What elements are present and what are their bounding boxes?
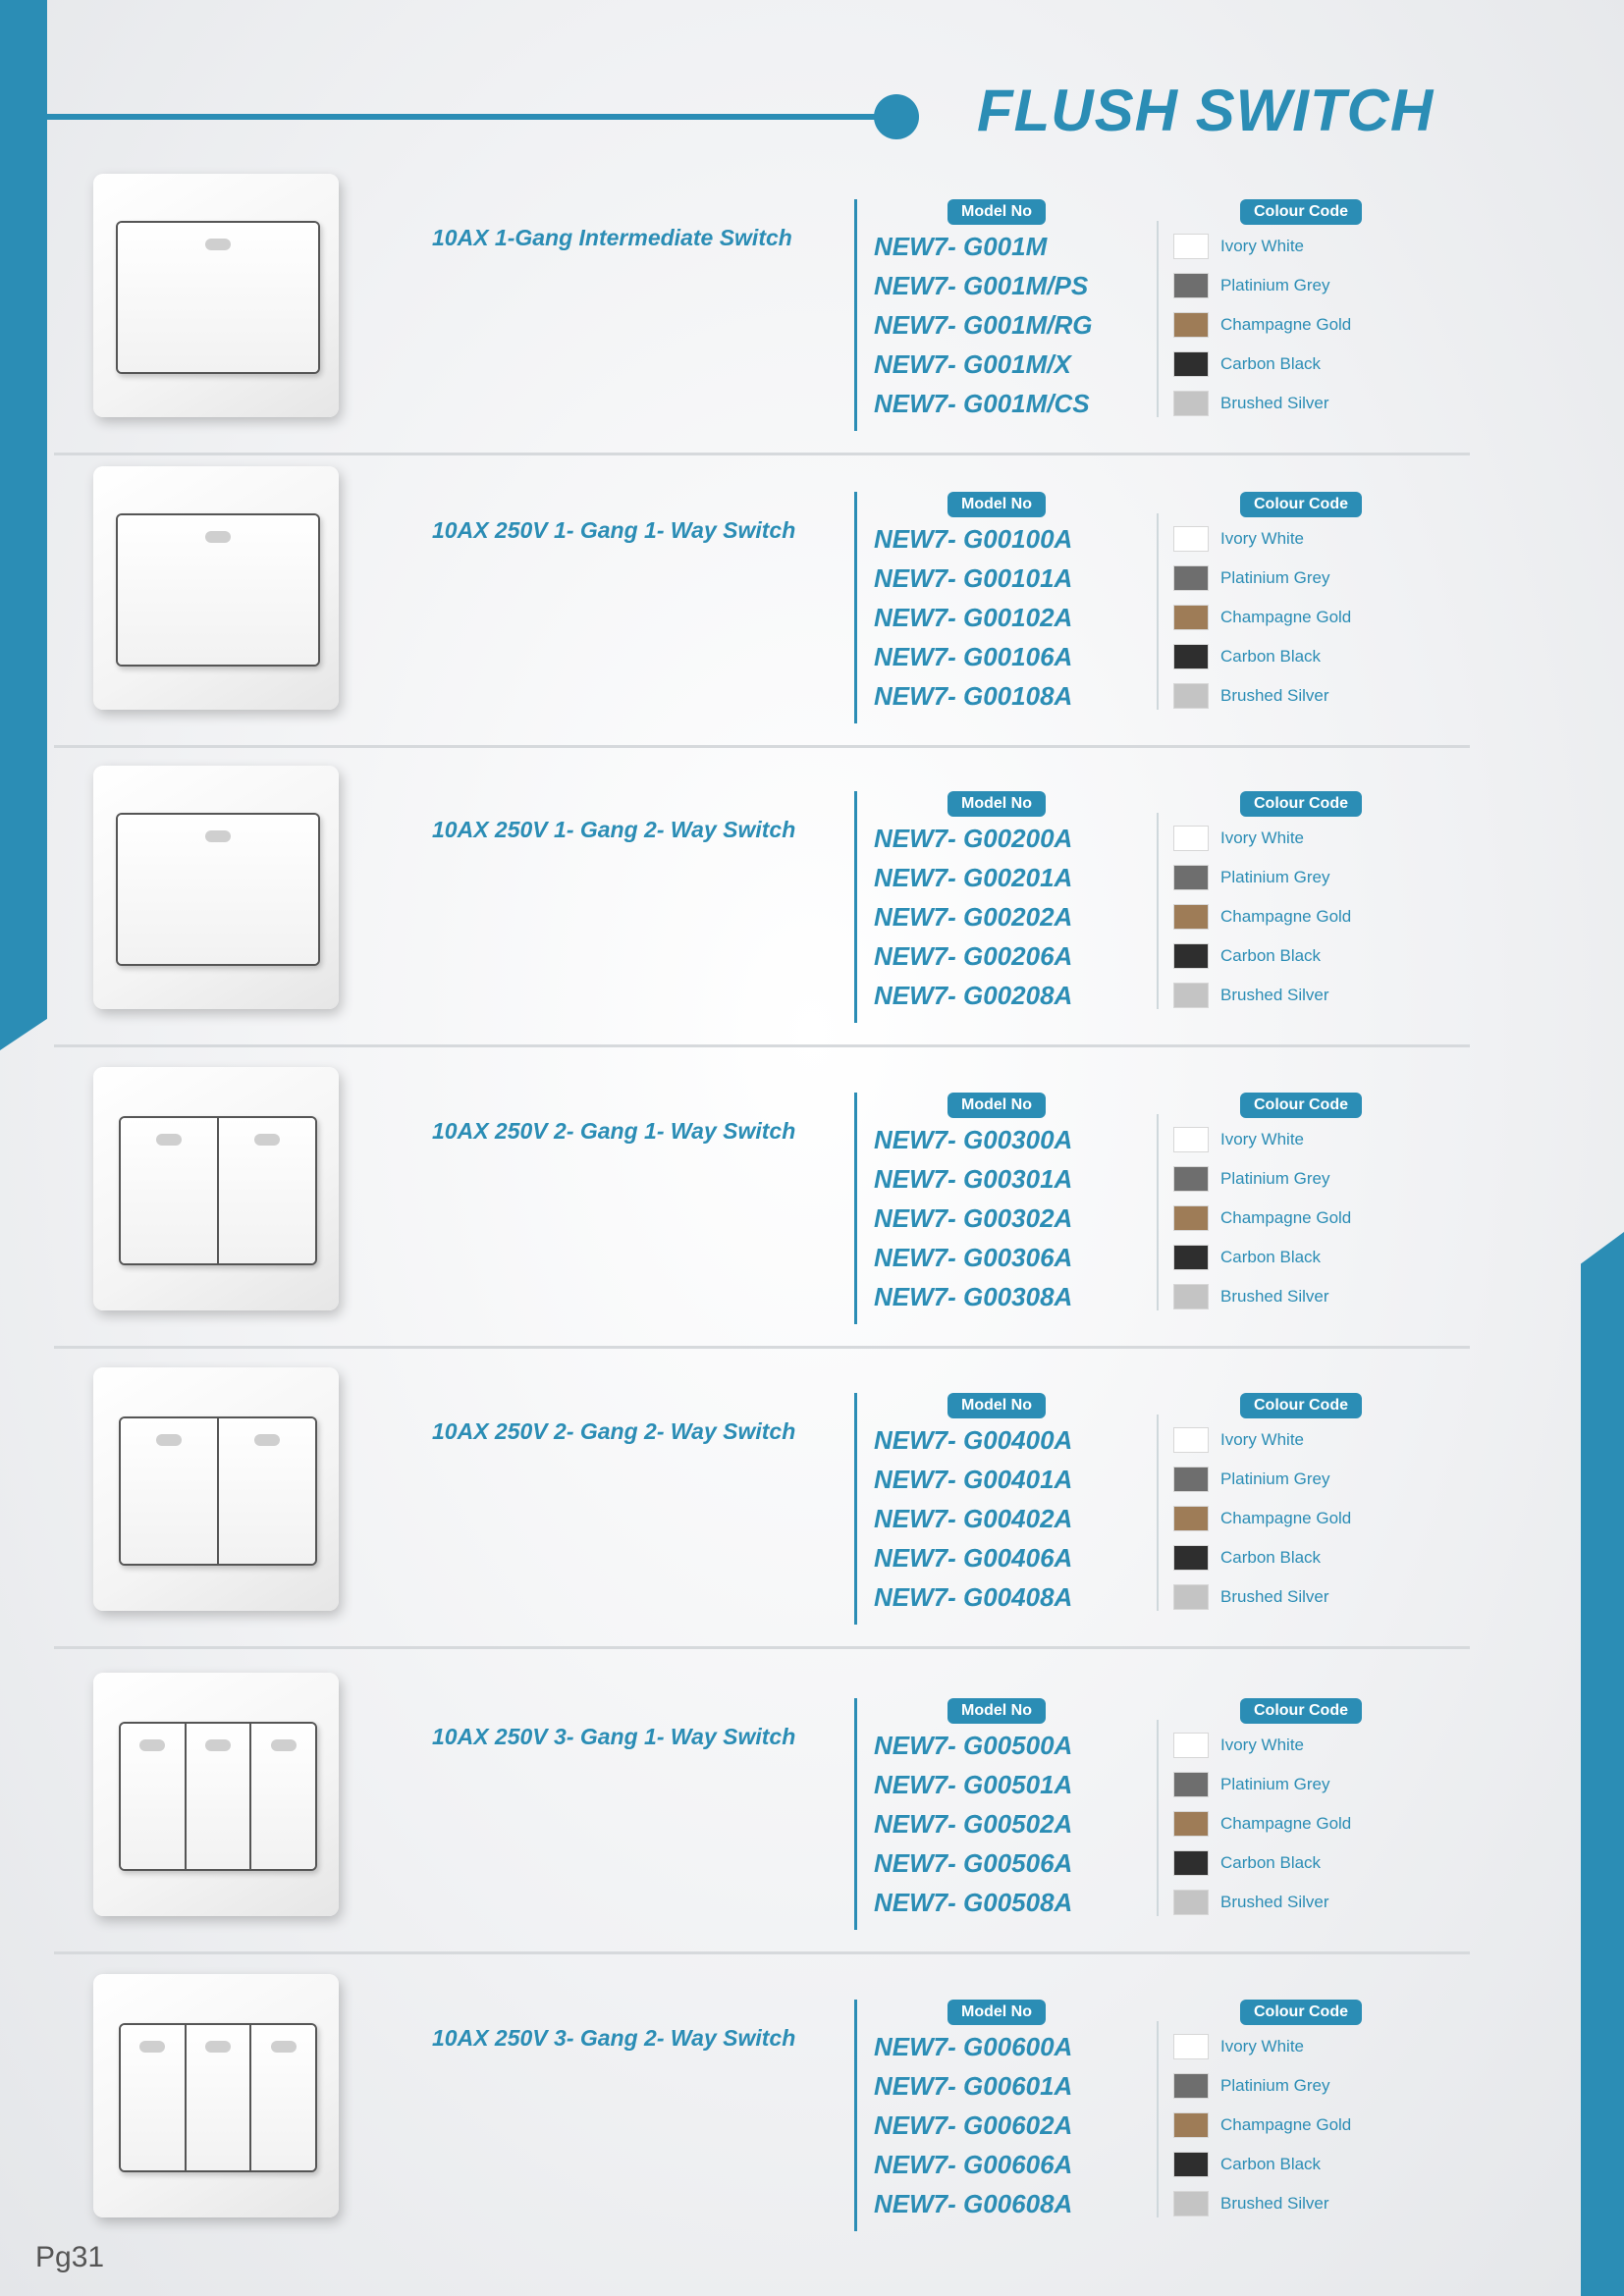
row-separator [54, 1951, 1470, 1954]
rocker-key [118, 815, 318, 964]
colour-label: Platinium Grey [1220, 868, 1330, 886]
colour-label: Carbon Black [1220, 1853, 1322, 1872]
column-divider [854, 1393, 857, 1625]
column-divider [854, 2000, 857, 2231]
column-divider [854, 791, 857, 1023]
model-number: NEW7- G00608A [874, 2189, 1073, 2218]
switch-image [93, 1067, 339, 1310]
colour-list [1173, 227, 1351, 423]
product-name: 10AX 250V 3- Gang 1- Way Switch [432, 1724, 796, 1749]
colour-item [1173, 384, 1351, 423]
colour-item [1173, 1277, 1351, 1316]
colour-code-badge: Colour Code [1240, 199, 1362, 225]
colour-swatch [1173, 1811, 1209, 1837]
model-list [874, 1726, 1072, 1922]
model-number: NEW7- G001M/CS [874, 389, 1090, 418]
model-no-badge: Model No [947, 1698, 1046, 1724]
colour-swatch [1173, 1127, 1209, 1152]
column-divider-thin [1157, 1720, 1159, 1916]
product-name: 10AX 250V 1- Gang 1- Way Switch [432, 517, 796, 543]
switch-image [93, 766, 339, 1009]
model-number: NEW7- G00406A [874, 1543, 1073, 1573]
colour-swatch [1173, 2034, 1209, 2059]
colour-label: Champagne Gold [1220, 1208, 1352, 1227]
indicator-light-icon [205, 531, 231, 543]
indicator-light-icon [205, 830, 231, 842]
colour-label: Brushed Silver [1220, 394, 1329, 412]
column-divider-thin [1157, 221, 1159, 417]
model-number: NEW7- G00408A [874, 1582, 1073, 1612]
model-list [874, 519, 1072, 716]
product-name: 10AX 1-Gang Intermediate Switch [432, 225, 792, 250]
colour-label: Brushed Silver [1220, 1287, 1329, 1306]
rocker-key [118, 515, 318, 665]
model-number: NEW7- G00106A [874, 642, 1073, 671]
colour-label: Ivory White [1220, 1130, 1305, 1148]
colour-label: Ivory White [1220, 1735, 1305, 1754]
product-row [0, 454, 1624, 749]
colour-label: Platinium Grey [1220, 1169, 1330, 1188]
colour-swatch [1173, 2152, 1209, 2177]
colour-label: Carbon Black [1220, 1248, 1322, 1266]
colour-swatch [1173, 943, 1209, 969]
rocker-frame [119, 1722, 317, 1871]
colour-swatch [1173, 2112, 1209, 2138]
product-name: 10AX 250V 3- Gang 2- Way Switch [432, 2025, 796, 2051]
model-number: NEW7- G00208A [874, 981, 1073, 1010]
model-no-badge: Model No [947, 1393, 1046, 1418]
product-row [0, 1962, 1624, 2257]
colour-label: Brushed Silver [1220, 1587, 1329, 1606]
model-number: NEW7- G00302A [874, 1203, 1073, 1233]
model-no-badge: Model No [947, 492, 1046, 517]
colour-item [1173, 976, 1351, 1015]
colour-item [1173, 598, 1351, 637]
colour-item [1173, 1577, 1351, 1617]
colour-swatch [1173, 1506, 1209, 1531]
model-no-badge: Model No [947, 2000, 1046, 2025]
colour-item [1173, 1726, 1351, 1765]
colour-label: Champagne Gold [1220, 608, 1352, 626]
colour-swatch [1173, 1166, 1209, 1192]
model-number: NEW7- G00201A [874, 863, 1073, 892]
model-number: NEW7- G00402A [874, 1504, 1073, 1533]
colour-list [1173, 1420, 1351, 1617]
indicator-light-icon [156, 1134, 182, 1146]
page-number: Pg31 [35, 2241, 105, 2273]
model-no-badge: Model No [947, 199, 1046, 225]
model-number: NEW7- G001M [874, 232, 1048, 261]
colour-item [1173, 1499, 1351, 1538]
colour-label: Carbon Black [1220, 946, 1322, 965]
rocker-frame [119, 1416, 317, 1566]
colour-label: Platinium Grey [1220, 2076, 1330, 2095]
colour-item [1173, 676, 1351, 716]
colour-swatch [1173, 565, 1209, 591]
rocker-key [121, 1118, 219, 1263]
switch-image [93, 466, 339, 710]
model-list [874, 227, 1093, 423]
switch-image [93, 1673, 339, 1916]
colour-label: Brushed Silver [1220, 2194, 1329, 2213]
page-title: FLUSH SWITCH [977, 78, 1435, 143]
colour-label: Platinium Grey [1220, 568, 1330, 587]
colour-code-badge: Colour Code [1240, 1093, 1362, 1118]
rocker-key [121, 1418, 219, 1564]
model-number: NEW7- G00508A [874, 1888, 1073, 1917]
colour-item [1173, 1804, 1351, 1843]
colour-swatch [1173, 2073, 1209, 2099]
rocker-frame [119, 1116, 317, 1265]
model-number: NEW7- G00102A [874, 603, 1073, 632]
rocker-key [121, 1724, 187, 1869]
product-row [0, 1055, 1624, 1350]
colour-item [1173, 858, 1351, 897]
colour-label: Champagne Gold [1220, 907, 1352, 926]
colour-item [1173, 1460, 1351, 1499]
colour-swatch [1173, 391, 1209, 416]
colour-label: Ivory White [1220, 2037, 1305, 2056]
product-row [0, 1661, 1624, 1955]
switch-image [93, 174, 339, 417]
model-number: NEW7- G00601A [874, 2071, 1073, 2101]
colour-swatch [1173, 2191, 1209, 2216]
colour-item [1173, 1199, 1351, 1238]
rocker-key [219, 1418, 315, 1564]
model-list [874, 819, 1072, 1015]
colour-swatch [1173, 1245, 1209, 1270]
colour-list [1173, 519, 1351, 716]
colour-label: Carbon Black [1220, 2155, 1322, 2173]
colour-label: Champagne Gold [1220, 1814, 1352, 1833]
colour-item [1173, 1883, 1351, 1922]
colour-code-badge: Colour Code [1240, 2000, 1362, 2025]
colour-swatch [1173, 312, 1209, 338]
colour-swatch [1173, 904, 1209, 930]
model-list [874, 1420, 1072, 1617]
column-divider [854, 492, 857, 723]
model-number: NEW7- G00108A [874, 681, 1073, 711]
rocker-key [251, 1724, 315, 1869]
colour-label: Brushed Silver [1220, 1893, 1329, 1911]
colour-label: Carbon Black [1220, 1548, 1322, 1567]
colour-swatch [1173, 273, 1209, 298]
model-number: NEW7- G00401A [874, 1465, 1073, 1494]
colour-swatch [1173, 1890, 1209, 1915]
colour-swatch [1173, 644, 1209, 669]
colour-code-badge: Colour Code [1240, 791, 1362, 817]
product-row [0, 1356, 1624, 1650]
colour-item [1173, 266, 1351, 305]
product-row [0, 754, 1624, 1048]
column-divider-thin [1157, 513, 1159, 710]
column-divider [854, 1093, 857, 1324]
column-divider-thin [1157, 813, 1159, 1009]
product-name: 10AX 250V 2- Gang 1- Way Switch [432, 1118, 796, 1144]
colour-swatch [1173, 1850, 1209, 1876]
colour-swatch [1173, 1584, 1209, 1610]
colour-item [1173, 1420, 1351, 1460]
column-divider [854, 1698, 857, 1930]
colour-swatch [1173, 234, 1209, 259]
colour-item [1173, 2106, 1351, 2145]
colour-label: Brushed Silver [1220, 986, 1329, 1004]
colour-swatch [1173, 683, 1209, 709]
row-separator [54, 745, 1470, 748]
model-list [874, 1120, 1072, 1316]
model-number: NEW7- G00602A [874, 2110, 1073, 2140]
colour-item [1173, 1238, 1351, 1277]
colour-swatch [1173, 1427, 1209, 1453]
colour-swatch [1173, 605, 1209, 630]
colour-label: Carbon Black [1220, 647, 1322, 666]
indicator-light-icon [139, 2041, 165, 2053]
rocker-frame [116, 513, 320, 667]
rocker-key [121, 2025, 187, 2170]
indicator-light-icon [205, 2041, 231, 2053]
colour-item [1173, 1538, 1351, 1577]
model-number: NEW7- G00301A [874, 1164, 1073, 1194]
model-number: NEW7- G00506A [874, 1848, 1073, 1878]
model-number: NEW7- G001M/X [874, 349, 1071, 379]
row-separator [54, 1044, 1470, 1047]
colour-label: Champagne Gold [1220, 1509, 1352, 1527]
model-number: NEW7- G00100A [874, 524, 1073, 554]
model-number: NEW7- G00606A [874, 2150, 1073, 2179]
rocker-frame [119, 2023, 317, 2172]
colour-item [1173, 1120, 1351, 1159]
product-row [0, 162, 1624, 456]
colour-list [1173, 1120, 1351, 1316]
model-list [874, 2027, 1072, 2223]
model-number: NEW7- G001M/PS [874, 271, 1089, 300]
colour-item [1173, 305, 1351, 345]
colour-item [1173, 2145, 1351, 2184]
colour-item [1173, 936, 1351, 976]
column-divider [854, 199, 857, 431]
column-divider-thin [1157, 2021, 1159, 2217]
colour-item [1173, 2027, 1351, 2066]
model-number: NEW7- G00202A [874, 902, 1073, 932]
colour-list [1173, 819, 1351, 1015]
colour-list [1173, 1726, 1351, 1922]
colour-swatch [1173, 1284, 1209, 1309]
colour-label: Ivory White [1220, 237, 1305, 255]
colour-item [1173, 519, 1351, 559]
colour-item [1173, 1159, 1351, 1199]
rocker-key [251, 2025, 315, 2170]
colour-swatch [1173, 826, 1209, 851]
colour-swatch [1173, 1205, 1209, 1231]
model-number: NEW7- G00400A [874, 1425, 1073, 1455]
indicator-light-icon [205, 1739, 231, 1751]
colour-label: Carbon Black [1220, 354, 1322, 373]
rocker-key [187, 2025, 252, 2170]
indicator-light-icon [271, 1739, 297, 1751]
colour-label: Champagne Gold [1220, 2115, 1352, 2134]
colour-item [1173, 559, 1351, 598]
indicator-light-icon [254, 1434, 280, 1446]
header-line [47, 114, 892, 120]
colour-item [1173, 2184, 1351, 2223]
model-number: NEW7- G00500A [874, 1731, 1073, 1760]
model-number: NEW7- G00306A [874, 1243, 1073, 1272]
colour-swatch [1173, 1733, 1209, 1758]
model-number: NEW7- G00206A [874, 941, 1073, 971]
model-number: NEW7- G00501A [874, 1770, 1073, 1799]
colour-swatch [1173, 1545, 1209, 1571]
model-number: NEW7- G00200A [874, 824, 1073, 853]
model-number: NEW7- G00308A [874, 1282, 1073, 1311]
colour-item [1173, 897, 1351, 936]
colour-swatch [1173, 526, 1209, 552]
colour-item [1173, 2066, 1351, 2106]
column-divider-thin [1157, 1114, 1159, 1310]
colour-swatch [1173, 865, 1209, 890]
indicator-light-icon [156, 1434, 182, 1446]
indicator-light-icon [254, 1134, 280, 1146]
model-number: NEW7- G00600A [874, 2032, 1073, 2061]
colour-code-badge: Colour Code [1240, 492, 1362, 517]
model-no-badge: Model No [947, 791, 1046, 817]
rocker-frame [116, 813, 320, 966]
model-number: NEW7- G00502A [874, 1809, 1073, 1839]
model-number: NEW7- G001M/RG [874, 310, 1093, 340]
indicator-light-icon [271, 2041, 297, 2053]
colour-code-badge: Colour Code [1240, 1698, 1362, 1724]
colour-label: Platinium Grey [1220, 1469, 1330, 1488]
row-separator [54, 1646, 1470, 1649]
colour-label: Platinium Grey [1220, 1775, 1330, 1793]
rocker-key [118, 223, 318, 372]
product-name: 10AX 250V 2- Gang 2- Way Switch [432, 1418, 796, 1444]
colour-label: Brushed Silver [1220, 686, 1329, 705]
rocker-key [187, 1724, 252, 1869]
indicator-light-icon [205, 239, 231, 250]
column-divider-thin [1157, 1415, 1159, 1611]
colour-swatch [1173, 351, 1209, 377]
switch-image [93, 1974, 339, 2217]
colour-swatch [1173, 1772, 1209, 1797]
model-no-badge: Model No [947, 1093, 1046, 1118]
product-name: 10AX 250V 1- Gang 2- Way Switch [432, 817, 796, 842]
colour-item [1173, 819, 1351, 858]
colour-label: Ivory White [1220, 1430, 1305, 1449]
colour-label: Ivory White [1220, 828, 1305, 847]
header-dot [874, 94, 919, 139]
colour-item [1173, 1843, 1351, 1883]
colour-swatch [1173, 983, 1209, 1008]
model-number: NEW7- G00101A [874, 563, 1073, 593]
colour-label: Ivory White [1220, 529, 1305, 548]
rocker-frame [116, 221, 320, 374]
colour-code-badge: Colour Code [1240, 1393, 1362, 1418]
row-separator [54, 1346, 1470, 1349]
switch-image [93, 1367, 339, 1611]
colour-swatch [1173, 1467, 1209, 1492]
colour-item [1173, 1765, 1351, 1804]
colour-label: Champagne Gold [1220, 315, 1352, 334]
colour-list [1173, 2027, 1351, 2223]
colour-item [1173, 227, 1351, 266]
colour-item [1173, 637, 1351, 676]
indicator-light-icon [139, 1739, 165, 1751]
rocker-key [219, 1118, 315, 1263]
colour-label: Platinium Grey [1220, 276, 1330, 294]
colour-item [1173, 345, 1351, 384]
model-number: NEW7- G00300A [874, 1125, 1073, 1154]
